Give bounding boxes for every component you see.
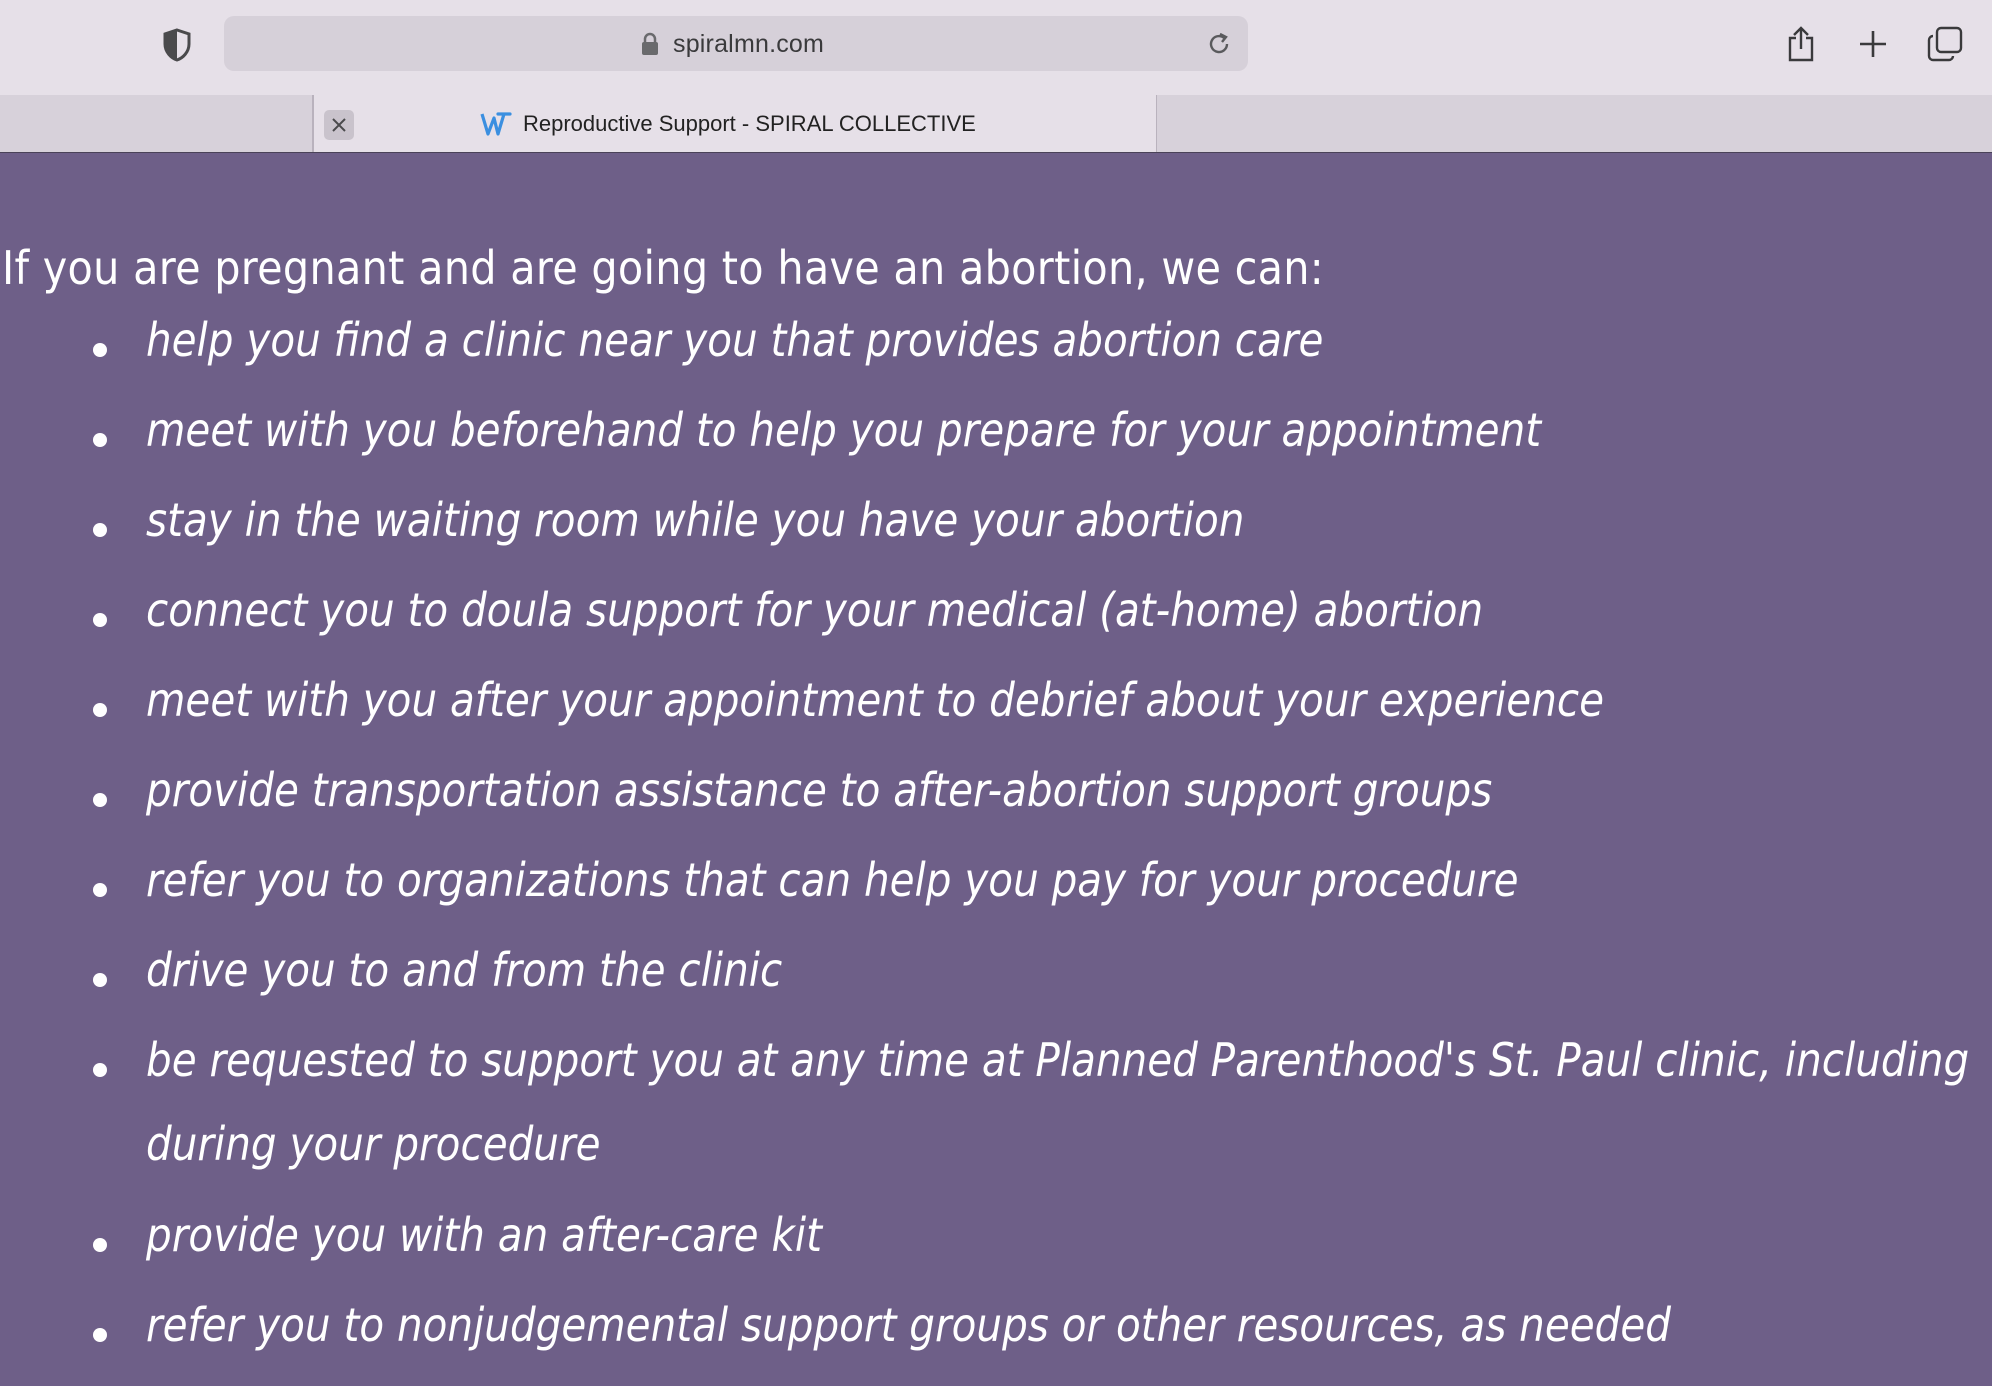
bullet	[93, 1063, 107, 1077]
address-bar[interactable]	[224, 16, 1248, 71]
share-icon	[1786, 25, 1816, 63]
bullet	[93, 883, 107, 897]
list-item-text: refer you to nonjudgemental support groups or other resources, as needed	[146, 1298, 1671, 1352]
list-item-text: be requested to support you at any time at Planned Parenthood's St. Paul clinic, including	[146, 1033, 1970, 1087]
list-item-text: provide transportation assistance to after-abortion support groups	[146, 763, 1493, 817]
browser-toolbar	[0, 0, 1992, 95]
list-item-text: connect you to doula support for your medical (at-home) abortion	[146, 583, 1484, 637]
list-item-text: drive you to and from the clinic	[146, 943, 783, 997]
plus-icon	[1858, 29, 1888, 59]
list-item-text: help you find a clinic near you that provides abortion care	[146, 313, 1324, 367]
shield-half-icon	[162, 28, 192, 62]
close-tab-button[interactable]	[324, 110, 354, 140]
list-item-text: stay in the waiting room while you have your abortion	[146, 493, 1245, 547]
tab-active[interactable]	[313, 95, 1157, 152]
weebly-favicon-icon	[480, 110, 512, 138]
reload-icon	[1204, 29, 1234, 59]
new-tab-button[interactable]	[1853, 22, 1893, 66]
url-text: spiralmn.com	[673, 30, 825, 58]
bullet	[93, 433, 107, 447]
list-item-text: meet with you beforehand to help you prepare for your appointment	[146, 403, 1542, 457]
share-button[interactable]	[1781, 22, 1821, 66]
tabs-overview-button[interactable]	[1925, 22, 1965, 66]
tab-inactive-left[interactable]	[0, 95, 313, 152]
lock-icon	[641, 32, 659, 56]
list-item-text-continuation: during your procedure	[146, 1117, 601, 1171]
bullet	[93, 523, 107, 537]
close-icon	[331, 117, 347, 133]
tab-title: Reproductive Support - SPIRAL COLLECTIVE	[523, 111, 976, 136]
list-item-text: refer you to organizations that can help you pay for your procedure	[146, 853, 1519, 907]
bullet	[93, 343, 107, 357]
bullet	[93, 1328, 107, 1342]
intro-text: If you are pregnant and are going to have an abortion, we can:	[2, 241, 1325, 295]
tab-bar	[0, 95, 1992, 153]
bullet	[93, 703, 107, 717]
bullet	[93, 973, 107, 987]
page-content	[0, 153, 1992, 1386]
tabs-overview-icon	[1927, 26, 1963, 62]
bullet	[93, 1238, 107, 1252]
list-item-text: provide you with an after-care kit	[146, 1208, 823, 1262]
reload-button[interactable]	[1204, 29, 1234, 59]
list-item-text: meet with you after your appointment to debrief about your experience	[146, 673, 1605, 727]
bullet	[93, 793, 107, 807]
bullet	[93, 613, 107, 627]
privacy-report-button[interactable]	[162, 28, 192, 62]
tab-inactive-right[interactable]	[1157, 95, 1992, 152]
